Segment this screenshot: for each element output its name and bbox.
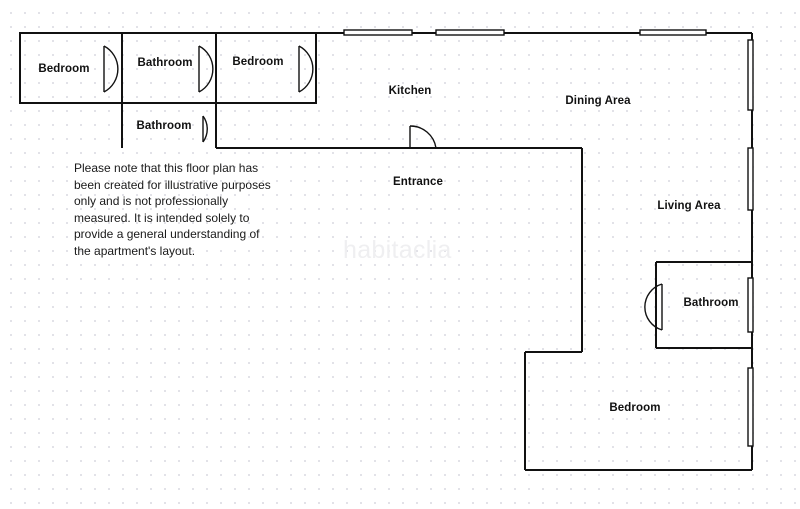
window-kitchen-2: [436, 30, 504, 35]
room-label-bedroom-1: Bedroom: [38, 63, 90, 75]
room-label-bedroom-2: Bedroom: [232, 56, 284, 68]
window-kitchen-1: [344, 30, 412, 35]
door-bathroom-top: [199, 46, 213, 92]
room-label-bedroom-3: Bedroom: [609, 402, 661, 414]
room-label-dining-area: Dining Area: [565, 95, 631, 107]
door-bedroom-left: [104, 46, 118, 92]
window-dining-1: [640, 30, 706, 35]
window-dining-right: [748, 40, 753, 110]
door-entrance: [410, 126, 436, 148]
disclaimer-text: Please note that this floor plan has been created for illustrative purposes only and is not professionally measured. It is intended solely to provide a general understanding of the apartment's layout.: [74, 161, 271, 258]
watermark-habitaclia: habitaclia: [343, 236, 452, 264]
window-bedroom-right: [748, 368, 753, 446]
window-living-right: [748, 148, 753, 210]
room-label-entrance: Entrance: [392, 176, 444, 188]
room-label-kitchen: Kitchen: [388, 85, 432, 97]
room-label-bathroom-2: Bathroom: [136, 120, 192, 132]
room-label-bathroom-1: Bathroom: [137, 57, 193, 69]
room-label-bathroom-3: Bathroom: [683, 297, 739, 309]
door-bathroom-right: [645, 284, 662, 330]
door-bedroom-2: [299, 46, 313, 92]
room-label-living-area: Living Area: [657, 200, 721, 212]
window-bathroom-right: [748, 278, 753, 332]
